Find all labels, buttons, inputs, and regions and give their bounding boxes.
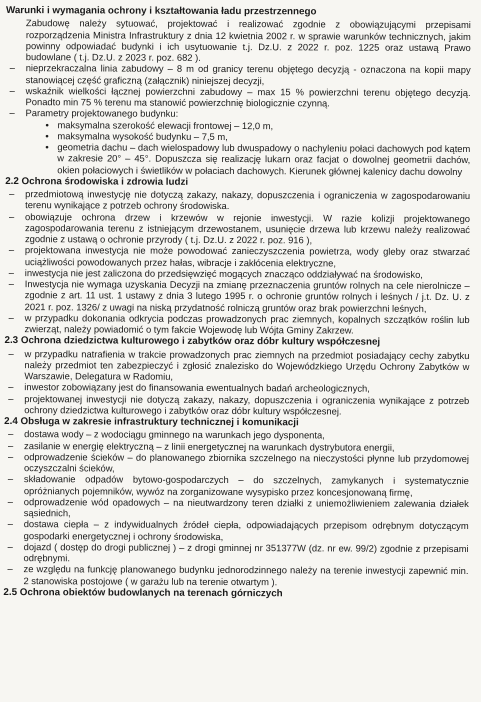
bullet-item: • maksymalna wysokość budynku – 7,5 m,: [5, 130, 470, 143]
section-heading-2-5: 2.5 Ochrona obiektów budowlanych na terenach górniczych: [3, 586, 283, 599]
list-item: – inwestycja nie jest zaliczona do przedsięwzięć mogących znacząco oddziaływać na środowisko,: [5, 267, 470, 280]
list-item: – obowiązuje ochrona drzew i krzewów w rejonie inwestycji. W razie kolizji projektowanego zagospodarowania terenu z istniejącym drzewostanem, usunięcie drzewa lub krzewu należy realizować zgodnie z ustawą o ochronie przyrody ( t.j. Dz.U. z 2022 r. poz. 916 ),: [5, 211, 470, 247]
list-item: – projektowanej inwestycji nie dotyczą zakazy, nakazy, dopuszczenia i ograniczenia wynikające z potrzeb ochrony dziedzictwa kulturowego i zabytków oraz dóbr kultury współczesnej.: [4, 393, 469, 418]
bullet-item: • maksymalna szerokość elewacji frontowej – 12,0 m,: [5, 119, 470, 132]
list-item: – w przypadku natrafienia w trakcie prowadzonych prac ziemnych na przedmiot posiadający cechy zabytku należy przedmiot ten zabezpieczyć i zgłosić znalezisko do Wojewódzkiego Urzędu Ochrony Zabytków w Warszawie, Delegatura w Radomiu,: [4, 348, 469, 384]
list-item: – dostawa ciepła – z indywidualnych źródeł ciepła, odpowiadających przepisom odrębnym dotyczącym gospodarki energetycznej i ochrony środowiska,: [4, 518, 469, 543]
list-item: – składowanie odpadów bytowo-gospodarczych – do szczelnych, zamykanych i systematycznie opróżnianych pojemników, wywóz na zorganizowane wysypisko przez koncesjonowaną firmę,: [4, 473, 469, 498]
list-item: – zasilanie w energię elektryczną – z linii energetycznej na warunkach dystrybutora energii,: [4, 440, 469, 453]
list-item: – wskaźnik wielkości łącznej powierzchni zabudowy – max 15 % powierzchni terenu objętego decyzją. Ponadto min 75 % terenu ma stanowić powierzchnię biologicznie czynną.: [6, 85, 471, 110]
list-item: – przedmiotową inwestycję nie dotyczą zakazy, nakazy, dopuszczenia i ograniczenia w zagospodarowaniu terenu wynikające z potrzeb ochrony środowiska.: [5, 188, 470, 213]
list-item: – dostawa wody – z wodociągu gminnego na warunkach jego dysponenta,: [4, 428, 469, 441]
list-item: – dojazd ( dostęp do drogi publicznej ) – z drogi gminnej nr 351377W (dz. nr ew. 99/2) zgodnie z przepisami odrębnymi.: [4, 541, 469, 566]
list-item: – nieprzekraczalna linia zabudowy – 8 m od granicy terenu objętego decyzją - oznaczona na kopii mapy stanowiącej część graficzną (załącznik) niniejszej decyzji,: [6, 62, 471, 87]
list-item: – Inwestycja nie wymaga uzyskania Decyzji na zmianę przeznaczenia gruntów rolnych na cele nierolnicze – zgodnie z art. 11 ust. 1 ustawy z dnia 3 lutego 1995 r. o ochronie gruntów rolnych i leśnych / j.t. Dz. U. z 2021 r. poz. 1326/ z uwagi na niską przydatność rolniczą gruntów oraz brak powierzchni leśnych,: [5, 278, 470, 314]
paragraph-intro: Zabudowę należy sytuować, projektować i realizować zgodnie z obowiązującymi przepisami rozporządzenia Ministra Infrastruktury z dnia 12 kwietnia 2002 r. w sprawie warunków technicznych, jakim powinny odpowiadać budynki i ich usytuowanie t.j. Dz.U. z 2022 r. poz. 1225 oraz ustawą Prawo budowlane ( t.j. Dz.U. z 2023 r. poz. 682 ).: [25, 17, 471, 63]
list-item: – inwestor zobowiązany jest do finansowania ewentualnych badań archeologicznych,: [4, 381, 469, 394]
bullet-item: • geometria dachu – dach wielospadowy lub dwuspadowy o nachyleniu połaci dachowych pod kątem w zakresie 20° – 45°. Dopuszcza się realizację lukarn oraz facjat o dowolnej geometrii dachów, okien połaciowych i świetlików w połaciach dachowych. Kierunek głównej kalenicy dachu dowolny: [5, 141, 470, 177]
list-item: – w przypadku dokonania odkrycia podczas prowadzonych prac ziemnych, kopalnych szczątków roślin lub zwierząt, należy powiadomić o tym fakcie Wojewodę lub Wójta Gminy Zakrzew.: [5, 312, 470, 337]
list-item: – odprowadzenie wód opadowych – na nieutwardzony teren działki z uniemożliwieniem zalewania działek sąsiednich,: [4, 496, 469, 521]
section-heading-2-3: 2.3 Ochrona dziedzictwa kulturowego i zabytków oraz dóbr kultury współczesnej: [4, 335, 381, 348]
list-item: – projektowana inwestycja nie może powodować zanieczyszczenia powietrza, wody gleby oraz stwarzać uciążliwości powodowanych przez hałas, wibracje i zakłócenia elektryczne,: [5, 244, 470, 269]
section-heading-ład-przestrzenny: Warunki i wymagania ochrony i kształtowania ładu przestrzennego: [5, 5, 317, 18]
list-item: – Parametry projektowanego budynku:: [5, 107, 470, 120]
list-item: – odprowadzenie ścieków – do planowanego zbiornika szczelnego na nieczystości płynne lub przydomowej oczyszczalni ścieków,: [4, 451, 469, 476]
section-heading-2-2: 2.2 Ochrona środowiska i zdrowia ludzi: [5, 175, 189, 188]
section-heading-2-4: 2.4 Obsługa w zakresie infrastruktury technicznej i komunikacji: [4, 416, 299, 429]
list-item: – ze względu na funkcję planowanego budynku jednorodzinnego należy na terenie inwestycji zapewnić min. 2 stanowiska postojowe ( w garażu lub na terenie otwartym ).: [3, 563, 468, 588]
